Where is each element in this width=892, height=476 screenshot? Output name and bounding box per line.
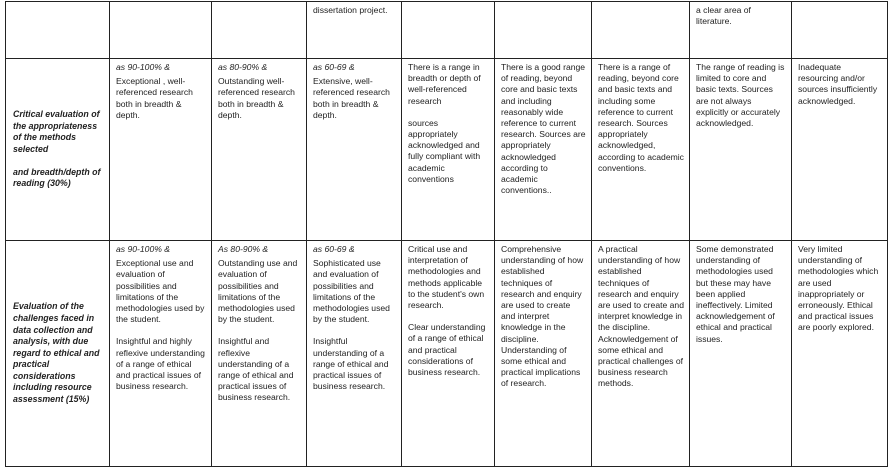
cell-text: Exceptional , well-referenced research both in breadth & depth. [116, 76, 193, 120]
cell-text: The range of reading is limited to core and basic texts. Sources are not always explicitly or accurately acknowledged. [696, 62, 785, 129]
marking-rubric-table [5, 1, 888, 467]
rubric-cell [792, 2, 888, 59]
cell-text: There is a good range of reading, beyond core and basic texts and including reasonably wide reference to current research. Sources are appropriately acknowledged according to academic conventions.. [501, 62, 586, 196]
cell-text: Very limited understanding of methodologies which are used inappropriately or erroneously. Ethical and practical issues are poorly explored. [798, 244, 879, 333]
rubric-cell [402, 2, 495, 59]
criterion-title: Critical evaluation of the appropriateness of the methods selected [13, 109, 100, 154]
rubric-cell [212, 241, 307, 467]
cell-text: a clear area of literature. [696, 5, 751, 27]
grade-band: as 80-90% & [218, 62, 268, 72]
criterion-title: Evaluation of the challenges faced in data collection and analysis, with due regard to ethical and practical considerations including resource assessment (15%) [13, 301, 100, 405]
cell-text: Insightful understanding of a range of ethical and practical issues of business research. [313, 336, 389, 392]
rubric-cell [110, 59, 212, 241]
rubric-cell [592, 59, 690, 241]
rubric-cell [402, 59, 495, 241]
rubric-cell [307, 241, 402, 467]
cell-text: Clear understanding of a range of ethical and practical considerations of business research. [408, 322, 486, 378]
rubric-cell [495, 2, 592, 59]
cell-text: Exceptional use and evaluation of possibilities and limitations of the methodologies used by the student. [116, 258, 205, 325]
rubric-cell [792, 241, 888, 467]
rubric-cell [307, 59, 402, 241]
cell-text: dissertation project. [313, 5, 388, 15]
table-row [6, 59, 888, 241]
rubric-cell [495, 59, 592, 241]
grade-band: as 60-69 & [313, 62, 355, 72]
cell-text: Extensive, well-referenced research both in breadth & depth. [313, 76, 390, 120]
rubric-cell [592, 2, 690, 59]
grade-band: As 80-90% & [218, 244, 269, 254]
cell-text: sources appropriately acknowledged and fully compliant with academic conventions [408, 117, 481, 184]
rubric-cell [592, 241, 690, 467]
cell-text: Insightful and reflexive understanding of a range of ethical and practical issues of business research. [218, 336, 294, 403]
criterion-cell [6, 59, 110, 241]
rubric-cell [690, 241, 792, 467]
criterion-cell [6, 241, 110, 467]
table-row [6, 2, 888, 59]
rubric-cell [307, 2, 402, 59]
table-row [6, 241, 888, 467]
rubric-cell [212, 2, 307, 59]
cell-text: Inadequate resourcing and/or sources insufficiently acknowledged. [798, 62, 878, 106]
rubric-cell [402, 241, 495, 467]
cell-text: Insightful and highly reflexive understanding of a range of ethical and practical issues of business research. [116, 336, 205, 392]
rubric-cell [110, 241, 212, 467]
rubric-cell [792, 59, 888, 241]
grade-band: as 90-100% & [116, 244, 170, 254]
cell-text: Critical use and interpretation of methodologies and methods applicable to the student's own research. [408, 244, 485, 311]
rubric-cell [110, 2, 212, 59]
cell-text: Outstanding well-referenced research both in breadth & depth. [218, 76, 295, 120]
cell-text: Outstanding use and evaluation of possibilities and limitations of the methodologies used by the student. [218, 258, 298, 325]
cell-text: There is a range of reading, beyond core and basic texts and including some reference to current research. Sources appropriately acknowledged, according to academic conventions. [598, 62, 684, 173]
rubric-cell [690, 2, 792, 59]
cell-text: A practical understanding of how established techniques of research and enquiry are used to create and interpret knowledge in the discipline. Acknowledgement of some ethical and practical challenges of business research methods. [598, 244, 684, 389]
rubric-cell [495, 241, 592, 467]
criterion-cell [6, 2, 110, 59]
cell-text: Sophisticated use and evaluation of possibilities and limitations of the methodologies used by the student. [313, 258, 390, 325]
grade-band: as 90-100% & [116, 62, 170, 72]
rubric-cell [212, 59, 307, 241]
criterion-title: and breadth/depth of reading (30%) [13, 166, 101, 189]
cell-text: Comprehensive understanding of how established techniques of research and enquiry are used to create and interpret knowledge in the discipline. Understanding of some ethical and practical implications of research. [501, 244, 584, 389]
rubric-cell [690, 59, 792, 241]
grade-band: as 60-69 & [313, 244, 355, 254]
cell-text: Some demonstrated understanding of methodologies used but these may have been applied ineffectively. Limited acknowledgement of ethical and practical issues. [696, 244, 775, 344]
cell-text: There is a range in breadth or depth of well-referenced research [408, 62, 481, 106]
